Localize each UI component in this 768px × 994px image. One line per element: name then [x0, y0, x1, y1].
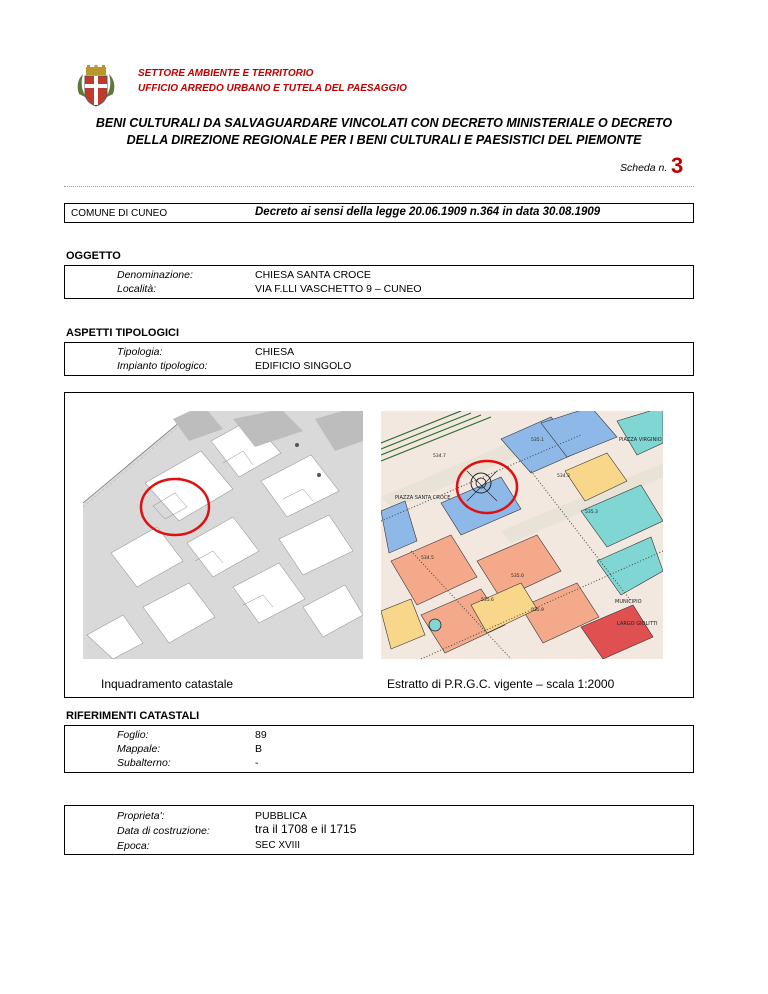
proprieta-label-1: Data di costruzione: [117, 825, 210, 837]
riferimenti-value-1: B [255, 743, 263, 755]
quota-1: 534.7 [433, 454, 446, 459]
riferimenti-label-1: Mappale: [117, 743, 161, 755]
office-line-2: UFFICIO ARREDO URBANO E TUTELA DEL PAESAGGIO [138, 83, 407, 94]
label-municipio: MUNICIPIO [615, 599, 642, 605]
aspetti-label-0: Tipologia: [117, 346, 163, 358]
decree-text: Decreto ai sensi della legge 20.06.1909 n.364 in data 30.08.1909 [255, 206, 601, 218]
label-piazza-virginio: PIAZZA VIRGINIO [619, 437, 662, 443]
cadastral-map [83, 411, 363, 659]
aspetti-heading: ASPETTI TIPOLOGICI [66, 327, 180, 339]
proprieta-value-1: tra il 1708 e il 1715 [255, 822, 357, 836]
quota-8: 535.9 [531, 608, 544, 613]
scheda-number: 3 [671, 153, 684, 178]
riferimenti-label-2: Subalterno: [117, 757, 171, 769]
aspetti-value-1: EDIFICIO SINGOLO [255, 360, 352, 372]
label-largo-giolitti: LARGO GIOLITTI [617, 621, 658, 627]
quota-2: 535.1 [531, 438, 544, 443]
aspetti-label-1: Impianto tipologico: [117, 360, 208, 372]
proprieta-box [64, 805, 694, 855]
riferimenti-value-0: 89 [255, 729, 267, 741]
maps-box [64, 392, 694, 698]
riferimenti-value-2: - [255, 757, 259, 769]
aspetti-value-0: CHIESA [255, 346, 295, 358]
quota-5: 534.5 [421, 556, 434, 561]
proprieta-value-0: PUBBLICA [255, 810, 307, 822]
proprieta-label-2: Epoca: [117, 840, 150, 852]
quota-6: 535.0 [511, 574, 524, 579]
quota-7: 535.6 [481, 598, 494, 603]
quota-3: 534.3 [557, 474, 570, 479]
office-line-1: SETTORE AMBIENTE E TERRITORIO [138, 68, 314, 79]
prgc-map [381, 411, 663, 659]
page-title-line-2: DELLA DIREZIONE REGIONALE PER I BENI CULTURALI E PAESISTICI DEL PIEMONTE [126, 133, 642, 147]
decree-box [64, 203, 694, 223]
riferimenti-heading: RIFERIMENTI CATASTALI [66, 710, 200, 722]
riferimenti-box [64, 725, 694, 773]
oggetto-value-1: VIA F.LLI VASCHETTO 9 – CUNEO [255, 283, 422, 295]
proprieta-value-2: SEC XVIII [255, 840, 301, 851]
oggetto-heading: OGGETTO [66, 250, 121, 262]
label-piazza-santa-croce: PIAZZA SANTA CROCE [395, 495, 451, 501]
scheda-text: Scheda n. [620, 162, 668, 174]
coat-of-arms-icon [73, 64, 119, 110]
proprieta-label-0: Proprieta': [117, 810, 165, 822]
right-map-caption: Estratto di P.R.G.C. vigente – scala 1:2000 [387, 677, 615, 691]
scheda-label [620, 162, 667, 174]
riferimenti-label-0: Foglio: [117, 729, 149, 741]
aspetti-box [64, 342, 694, 376]
page-title-line-1: BENI CULTURALI DA SALVAGUARDARE VINCOLATI CON DECRETO MINISTERIALE O DECRETO [95, 116, 673, 130]
oggetto-box [64, 265, 694, 299]
oggetto-label-0: Denominazione: [117, 269, 193, 281]
oggetto-label-1: Località: [117, 283, 157, 295]
oggetto-value-0: CHIESA SANTA CROCE [255, 269, 371, 281]
left-map-caption: Inquadramento catastale [101, 677, 234, 691]
header-divider [64, 186, 694, 187]
comune-label: COMUNE DI CUNEO [71, 208, 168, 219]
quota-4: 535.3 [585, 510, 598, 515]
